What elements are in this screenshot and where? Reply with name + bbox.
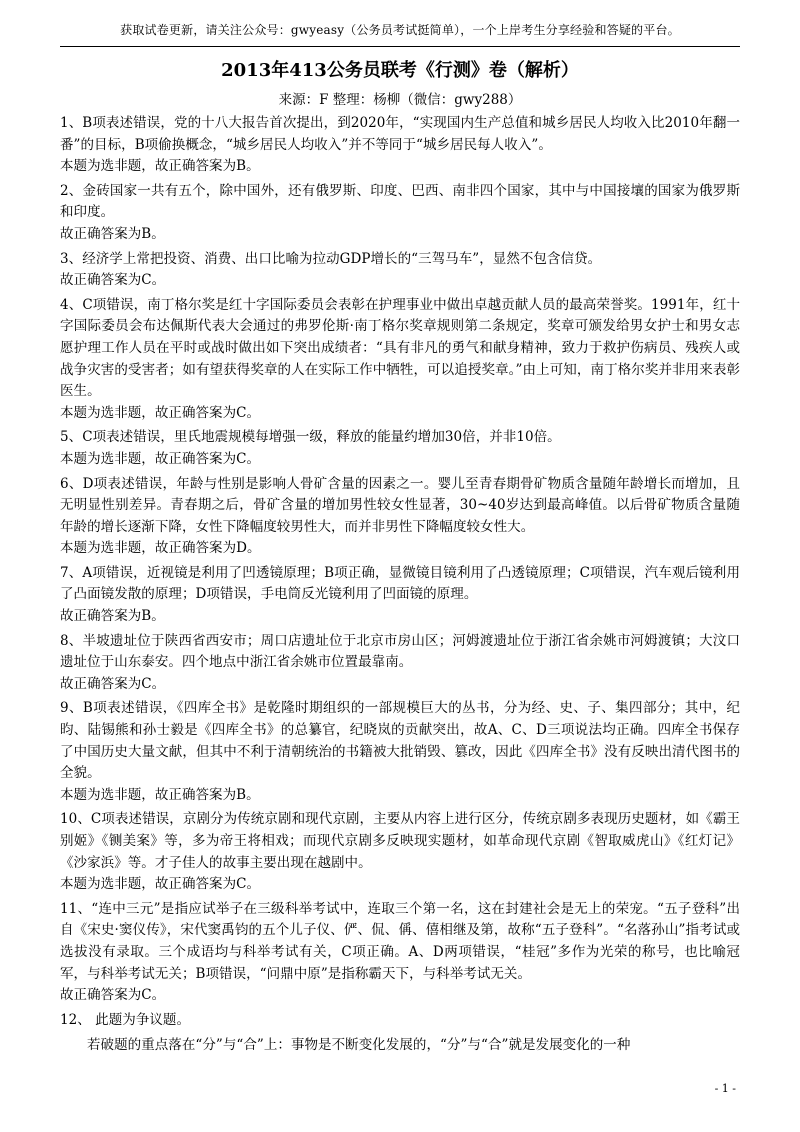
document-body [60, 113, 740, 1057]
paragraph-q3: 3、经济学上常把投资、消费、出口比喻为拉动GDP增长的“三驾马车”，显然不包含信贷。 [60, 250, 602, 267]
answer-q2: 故正确答案为B。 [60, 225, 165, 242]
answer-q1: 本题为选非题，故正确答案为B。 [60, 158, 260, 175]
answer-q6: 本题为选非题，故正确答案为D。 [60, 540, 261, 557]
answer-q11: 故正确答案为C。 [60, 987, 166, 1004]
paragraph-q1: 1、B项表述错误，党的十八大报告首次提出，到2020年，“实现国内生产总值和城乡居民人均收入比2010年翻一番”的目标，B项偷换概念，“城乡居民人均收入”并不等同于“城乡居民每人收入”。 [60, 115, 740, 153]
header-notice: 获取试卷更新，请关注公众号：gwyeasy（公务员考试挺简单），一个上岸考生分享经验和答疑的平台。 [60, 20, 740, 47]
paragraph-q11: 11、“连中三元”是指应试举子在三级科举考试中，连取三个第一名，这在封建社会是无上的荣宠。“五子登科”出自《宋史·窦仪传》，宋代窦禹钧的五个儿子仪、俨、侃、偁、僖相继及第，故称“五子登科”。“名落孙山”指考试或选拔没有录取。三个成语均与科举考试有关，C项正确。A、D两项错误，“桂冠”多作为光荣的称号，也比喻冠军，与科举考试无关；B项错误，“问鼎中原”是指称霸天下，与科举考试无关。 [60, 900, 740, 982]
paragraph-q12-analysis: 若破题的重点落在“分”与“合”上：事物是不断变化发展的，“分”与“合”就是发展变化的一种 [87, 1037, 631, 1054]
paragraph-q7: 7、A项错误，近视镜是利用了凹透镜原理；B项正确，显微镜目镜利用了凸透镜原理；C项错误，汽车观后镜利用了凸面镜发散的原理；D项错误，手电筒反光镜利用了凹面镜的原理。 [60, 564, 740, 603]
answer-q3: 故正确答案为C。 [60, 272, 166, 289]
document-title: 2013年413公务员联考《行测》卷（解析） [221, 60, 579, 81]
page-number: - 1 - [714, 1082, 736, 1095]
source-line: 来源：F 整理：杨柳（微信：gwy288） [278, 92, 522, 108]
answer-q4: 本题为选非题，故正确答案为C。 [60, 404, 261, 421]
paragraph-q2: 2、金砖国家一共有五个，除中国外，还有俄罗斯、印度、巴西、南非四个国家，其中与中国接壤的国家为俄罗斯和印度。 [60, 182, 740, 221]
paragraph-q10: 10、C项表述错误，京剧分为传统京剧和现代京剧，主要从内容上进行区分，传统京剧多表现历史题材，如《霸王别姬》《铡美案》等，多为帝王将相戏；而现代京剧多反映现实题材，如革命现代京剧《智取威虎山》《红灯记》《沙家浜》等。才子佳人的故事主要出现在越剧中。 [60, 811, 740, 871]
answer-q7: 故正确答案为B。 [60, 608, 165, 625]
paragraph-q6: 6、D项表述错误，年龄与性别是影响人骨矿含量的因素之一。婴儿至青春期骨矿物质含量随年龄增长而增加，且无明显性别差异。青春期之后，骨矿含量的增加男性较女性显著，30~40岁达到最高峰值。以后骨矿物质含量随年龄的增长逐渐下降，女性下降幅度较男性大，而并非男性下降幅度较女性大。 [60, 475, 740, 535]
paragraph-q4: 4、C项错误，南丁格尔奖是红十字国际委员会表彰在护理事业中做出卓越贡献人员的最高荣誉奖。1991年，红十字国际委员会布达佩斯代表大会通过的弗罗伦斯·南丁格尔奖章规则第二条规定，奖章可颁发给男女护士和男女志愿护理工作人员在平时或战时做出如下突出成绩者：“具有非凡的勇气和献身精神，致力于救护伤病员、残疾人或战争灾害的受害者；如有望获得奖章的人在实际工作中牺牲，可以追授奖章。”由上可知，南丁格尔奖并非用来表彰医生。 [60, 296, 740, 400]
answer-q9: 本题为选非题，故正确答案为B。 [60, 786, 260, 803]
answer-q10: 本题为选非题，故正确答案为C。 [60, 876, 261, 893]
paragraph-q8: 8、半坡遗址位于陕西省西安市；周口店遗址位于北京市房山区；河姆渡遗址位于浙江省余姚市河姆渡镇；大汶口遗址位于山东泰安。四个地点中浙江省余姚市位置最靠南。 [60, 632, 740, 671]
answer-q5: 本题为选非题，故正确答案为C。 [60, 450, 261, 467]
paragraph-q5: 5、C项表述错误，里氏地震规模每增强一级，释放的能量约增加30倍，并非10倍。 [60, 429, 561, 446]
paragraph-q9: 9、B项表述错误，《四库全书》是乾隆时期组织的一部规模巨大的丛书，分为经、史、子、集四部分；其中，纪昀、陆锡熊和孙士毅是《四库全书》的总纂官，纪晓岚的贡献突出，故A、C、D三项说法均正确。四库全书保存了中国历史大量文献，但其中不利于清朝统治的书籍被大批销毁、篡改，因此《四库全书》没有反映出清代图书的全貌。 [60, 700, 740, 782]
answer-q8: 故正确答案为C。 [60, 675, 166, 692]
paragraph-q12: 12、 此题为争议题。 [60, 1011, 191, 1028]
